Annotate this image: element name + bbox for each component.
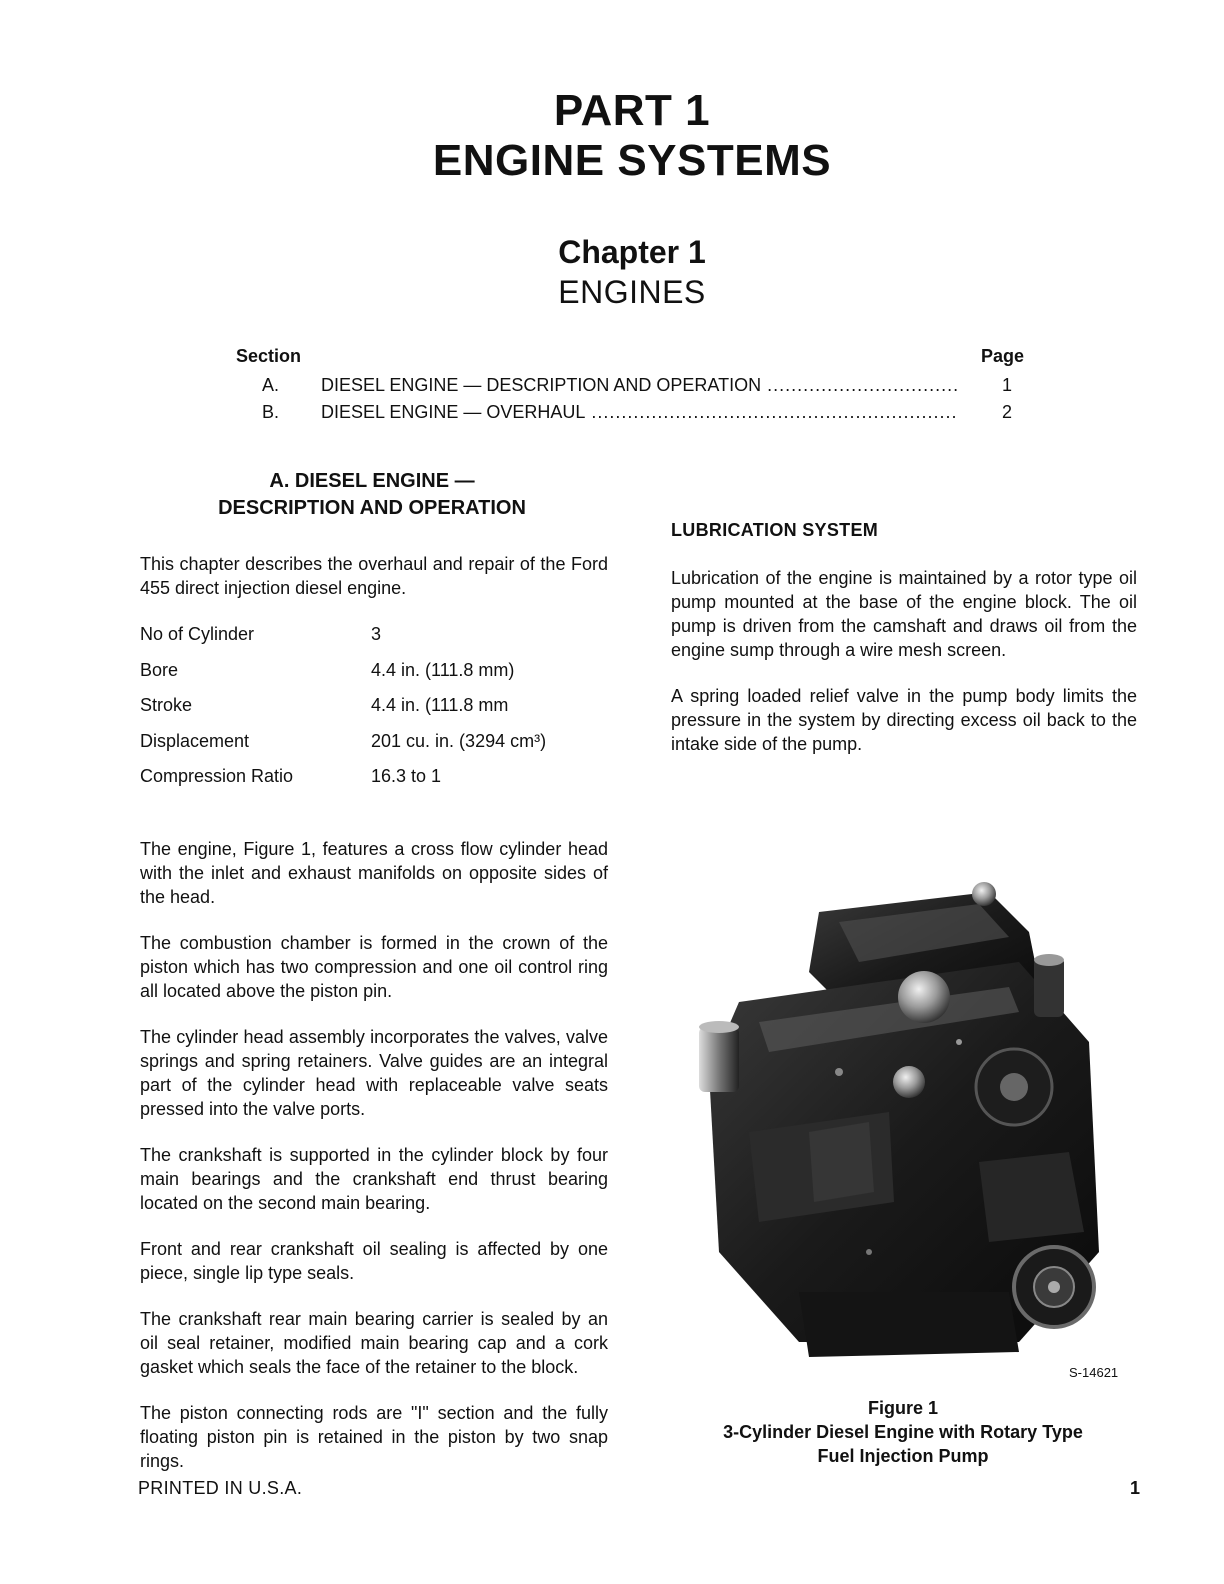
engine-spec-table [140, 622, 608, 800]
toc-item-b[interactable] [236, 399, 1028, 426]
spec-row [140, 729, 608, 765]
spec-row [140, 764, 608, 800]
spec-value: 4.4 in. (111.8 mm [371, 695, 509, 715]
left-column [140, 468, 608, 1473]
body-paragraph: The piston connecting rods are "I" section and the fully floating piston pin is retained in the piston by two snap rings. [140, 1402, 608, 1471]
toc-item-page: 2 [1001, 402, 1012, 422]
chapter-title [0, 232, 1224, 312]
right-column [671, 518, 1137, 756]
spec-value: 201 cu. in. (3294 cm³) [371, 730, 547, 751]
figure-caption-line2: Fuel Injection Pump [817, 1446, 989, 1466]
chapter-number: Chapter 1 [558, 234, 706, 270]
body-paragraph: The engine, Figure 1, features a cross flow cylinder head with the inlet and exhaust manifolds on opposite sides of the head. [140, 838, 608, 907]
body-paragraph: Front and rear crankshaft oil sealing is affected by one piece, single lip type seals. [140, 1238, 608, 1283]
spec-label: No of Cylinder [140, 624, 255, 644]
spec-label: Stroke [140, 695, 193, 715]
table-of-contents [236, 346, 1028, 426]
spec-row [140, 622, 608, 658]
section-a-intro: This chapter describes the overhaul and repair of the Ford 455 direct injection diesel engine. [140, 554, 608, 598]
body-paragraph: The combustion chamber is formed in the crown of the piston which has two compression and one oil control ring all located above the piston pin. [140, 932, 608, 1001]
part-number: PART 1 [553, 86, 711, 135]
toc-item-title: DIESEL ENGINE — DESCRIPTION AND OPERATION ..... [321, 372, 958, 399]
body-paragraph: A spring loaded relief valve in the pump body limits the pressure in the system by directing excess oil back to the intake side of the pump. [671, 686, 1137, 754]
figure-label: Figure 1 [867, 1398, 938, 1418]
printed-in-label: PRINTED IN U.S.A. [138, 1478, 303, 1498]
chapter-name: ENGINES [558, 274, 706, 310]
section-a-heading [140, 468, 604, 522]
figure-caption [670, 1396, 1136, 1468]
lubrication-heading: LUBRICATION SYSTEM [671, 520, 879, 540]
spec-label: Bore [140, 659, 179, 680]
page-number: 1 [1130, 1478, 1141, 1498]
spec-label: Compression Ratio [140, 766, 294, 786]
figure-code: S-14621 [1069, 1365, 1119, 1380]
engine-illustration [689, 872, 1121, 1372]
engine-photo [689, 872, 1121, 1372]
section-a-heading-line1: A. DIESEL ENGINE — [269, 470, 475, 492]
toc-item-a[interactable] [236, 372, 1028, 399]
toc-item-page: 1 [1001, 375, 1012, 395]
toc-page-label: Page [980, 346, 1024, 366]
body-paragraph: The cylinder head assembly incorporates the valves, valve springs and spring retainers. Valve guides are an integral part of the cylinder head with replaceable valve seats pressed into the valve ports. [140, 1026, 608, 1119]
toc-item-title: DIESEL ENGINE — OVERHAUL ..... [321, 399, 958, 426]
section-a-heading-line2: DESCRIPTION AND OPERATION [218, 497, 526, 519]
figure-caption-line1: 3-Cylinder Diesel Engine with Rotary Type [723, 1422, 1083, 1442]
toc-header [236, 346, 1028, 372]
spec-value: 16.3 to 1 [371, 766, 442, 786]
spec-label: Displacement [140, 730, 250, 751]
body-paragraph: The crankshaft rear main bearing carrier is sealed by an oil seal retainer, modified main bearing cap and a cork gasket which seals the face of the retainer to the block. [140, 1308, 608, 1377]
body-paragraph: The crankshaft is supported in the cylinder block by four main bearings and the crankshaft end thrust bearing located on the second main bearing. [140, 1144, 608, 1213]
spec-value: 3 [371, 624, 382, 644]
toc-item-letter: B. [262, 402, 280, 422]
part-title [0, 86, 1224, 186]
body-paragraph: Lubrication of the engine is maintained by a rotor type oil pump mounted at the base of the engine block. The oil pump is driven from the camshaft and draws oil from the engine sump through a wire mesh screen. [671, 568, 1137, 660]
spec-row [140, 693, 608, 729]
toc-section-label: Section [236, 346, 302, 366]
spec-value: 4.4 in. (111.8 mm) [371, 659, 515, 680]
spec-row [140, 658, 608, 694]
toc-item-letter: A. [262, 375, 280, 395]
part-name: ENGINE SYSTEMS [432, 136, 832, 185]
